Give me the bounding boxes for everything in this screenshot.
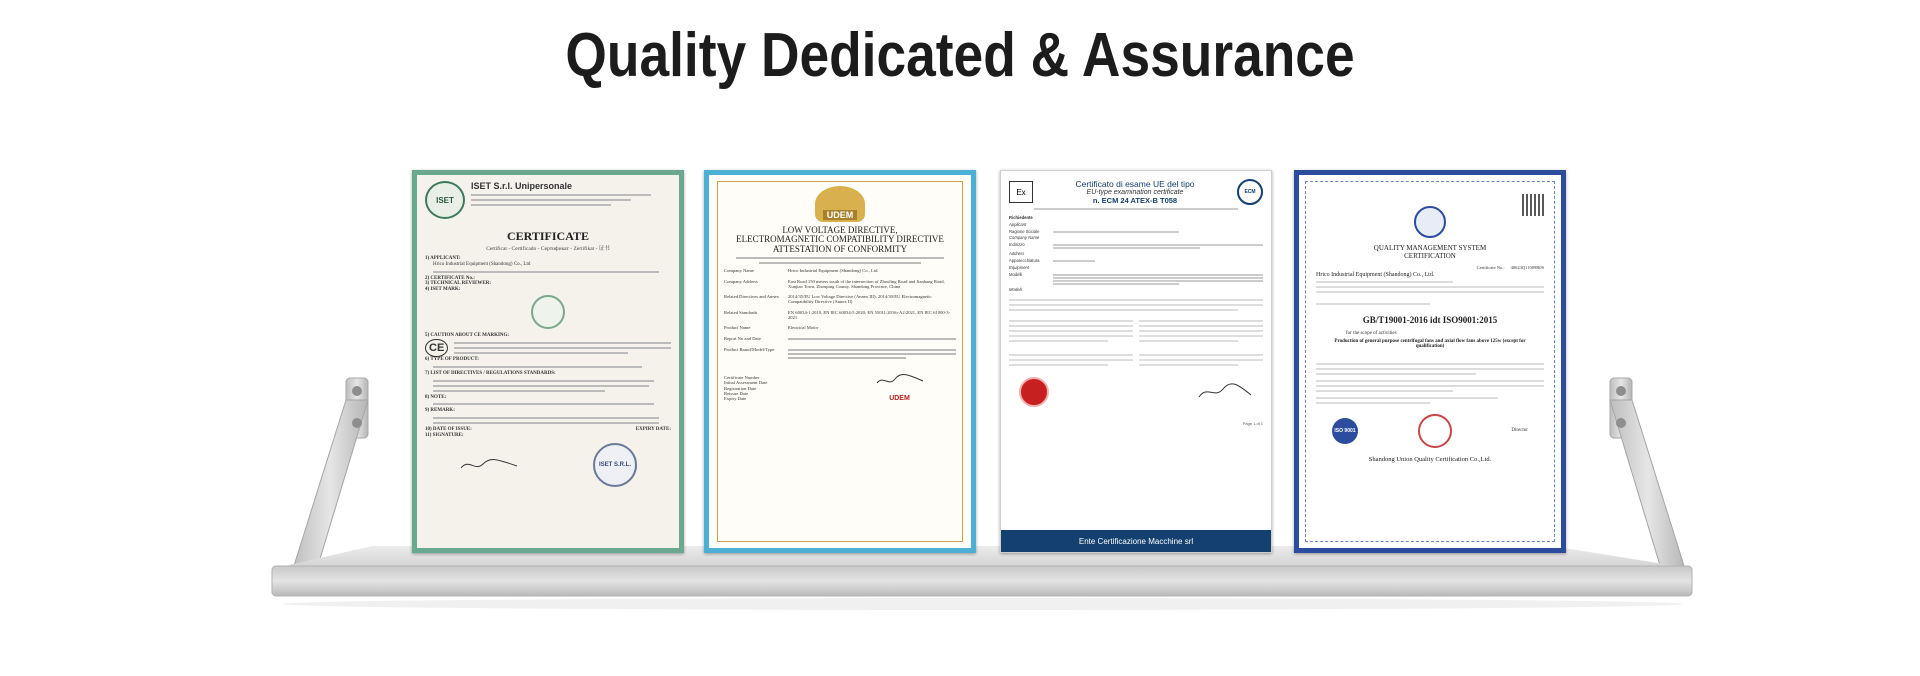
iso-scope: Production of general purpose centrifugal fans and axial flow fans above 125w (except for qualification) [1334,338,1526,349]
iset-subtitle: Certificat - Certificado - Сертификат - Zertifikat - 证书 [486,246,610,252]
iset-section-1: 1) APPLICANT: [425,256,461,261]
iset-mark-seal [531,295,565,329]
ecm-field-label: Modelli [1009,271,1023,277]
iso-badge-icon: ISO 9001 [1332,418,1358,444]
iset-section-4: 4) ISET MARK: [425,287,461,292]
udem-row-label: Related Directives and Annex [724,294,779,300]
ecm-red-seal-icon [1019,377,1049,407]
udem-row-value: EN 60034-1:2010, EN IEC 60034-5:2020; EN 55011:2016+A2:2021, EN IEC 61000-3-2021 [788,309,951,320]
certificate-iset [412,170,684,553]
iset-section-10: 10) DATE OF ISSUE: [425,427,472,433]
iso-certificate-label: Certificate No.: [1476,264,1505,270]
iset-section-6: 6) TYPE OF PRODUCT: [425,357,479,363]
certificate-iso [1294,170,1566,553]
ce-mark-icon: CE [425,339,448,358]
ecm-field-label: Ragione Sociale [1009,228,1040,234]
udem-footer-row: Expiry Date [724,396,747,402]
sq-logo-icon [1414,206,1446,238]
ecm-page-number: Page 1 di 1 [1242,420,1263,426]
iset-section-11: 11) SIGNATURE: [425,432,464,438]
ecm-field-label: Models [1009,286,1023,292]
ecm-title: Certificato di esame UE del tipo [1075,179,1195,189]
certificate-udem [704,170,976,553]
ecm-field-label: Equipment [1009,264,1030,270]
certificate-ecm [1000,170,1272,553]
iso-scope-label: for the scope of activities [1346,330,1397,336]
iset-expiry-label: EXPIRY DATE: [635,427,671,433]
iso-red-seal-icon [1418,414,1452,448]
iso-company: Hrico Industrial Equipment (Shandong) Co., Ltd. [1316,271,1435,278]
iso-standard: GB/T19001-2016 idt ISO9001:2015 [1362,314,1498,325]
udem-row-label: Company Name [724,268,754,274]
iset-title: CERTIFICATE [506,229,590,243]
udem-logo: UDEM [815,186,865,222]
udem-row-value: Electrical Motor [788,325,819,331]
udem-row-value: East Road 150 meters south of the intersection of Zhouling Road and Jianhang Road, Xunjiao Town, Zhouping County, Shandong Province, China [788,278,945,289]
signature-icon [1197,383,1253,401]
iset-section-7: 7) LIST OF DIRECTIVES / REGULATIONS STANDARDS: [425,370,556,376]
iset-section-3: 3) TECHNICAL REVIEWER: [425,281,492,287]
iset-stamp: ISET S.R.L. [593,443,637,487]
udem-footer-row: Initial Assessment Date [724,380,768,386]
ecm-field-label: Indirizzo [1009,242,1025,248]
udem-row-label: Product Brand/Model/Type [724,346,775,352]
udem-title-1: LOW VOLTAGE DIRECTIVE, [782,225,898,235]
iso-title-2: CERTIFICATION [1404,252,1456,261]
udem-row-value: Hrico Industrial Equipment (Shandong) Co., Ltd. [788,268,879,274]
iso-title-1: QUALITY MANAGEMENT SYSTEM [1373,244,1487,252]
udem-title-2: ELECTROMAGNETIC COMPATIBILITY DIRECTIVE [736,234,944,245]
signature-icon [875,373,925,389]
ecm-field-label: Address [1009,251,1025,257]
udem-row-label: Related Standards [724,309,758,315]
udem-footer-row: Reissue Date [724,391,749,396]
udem-title-3: ATTESTATION OF CONFORMITY [772,243,908,254]
ex-mark-icon: Ex [1009,181,1033,203]
iset-section-8: 8) NOTE: [425,394,447,400]
iso-certificate-number: 40623Q11009R0S [1510,264,1544,270]
ecm-field-label: Apparecchiatura [1009,258,1040,264]
udem-row-label: Product Name [724,325,751,331]
iso-issuer: Shandong Union Quality Certification Co.,Ltd. [1368,455,1492,463]
udem-footer-row: Registration Date [724,385,757,391]
ecm-field-label: Company Name [1009,235,1040,241]
shelf-front [272,566,1692,596]
ecm-footer: Ente Certificazione Macchine srl [1001,530,1271,552]
signature-icon [459,456,519,474]
udem-footer-row: Certificate Number [724,375,760,381]
iset-section-9: 9) REMARK: [425,408,455,414]
ecm-field-label: Applicant [1009,221,1027,227]
ecm-field-label: Richiedente [1009,215,1033,220]
page-title: Quality Dedicated & Assurance [565,21,1355,90]
qr-code-icon [1522,194,1544,216]
ecm-logo-icon: ECM [1237,179,1263,205]
udem-row-label: Report No and Date [724,335,761,341]
udem-row-label: Company Address [724,278,758,284]
iso-director-label: Director [1511,428,1528,434]
udem-row-value: 2014/35/EU Low Voltage Directive (Annex III); 2014/30/EU Electromagnetic Compatibility Directive (Annex II) [788,294,932,305]
iset-issuer: ISET S.r.l. Unipersonale [471,181,573,191]
iset-section-5: 5) CAUTION ABOUT CE MARKING: [425,332,510,338]
ecm-subtitle: EU-type examination certificate [1086,189,1184,196]
udem-footer-logo: UDEM [889,394,910,402]
ecm-number: n. ECM 24 ATEX-B T058 [1092,196,1178,205]
iset-logo: ISET [425,181,465,219]
iset-section-2: 2) CERTIFICATE No.: [425,275,475,281]
iset-applicant: Hrico Industrial Equipment (Shandong) Co., Ltd [433,261,531,267]
